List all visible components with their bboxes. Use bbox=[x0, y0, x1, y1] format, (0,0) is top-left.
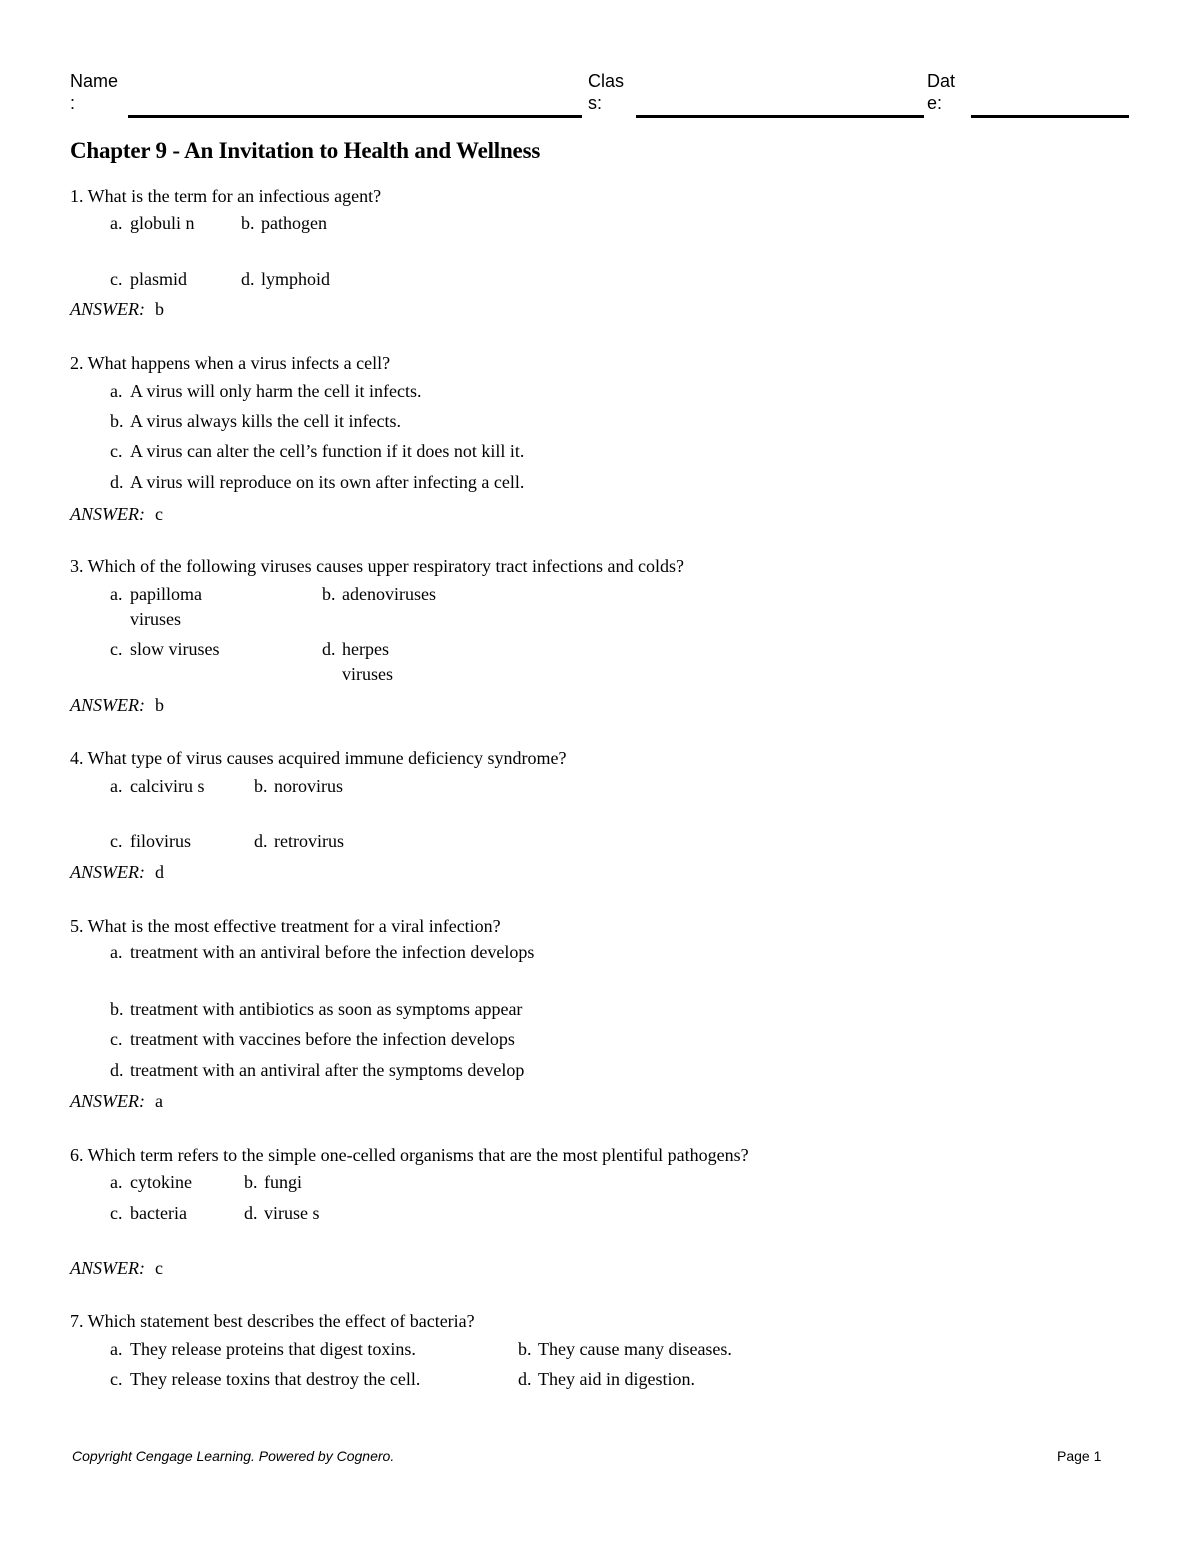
option-4b[interactable]: b. norovirus bbox=[254, 776, 343, 796]
answer-3: ANSWER: b bbox=[70, 695, 164, 715]
footer-page-number: Page 1 bbox=[1057, 1448, 1102, 1464]
option-1a[interactable]: a. globuli n bbox=[110, 213, 195, 233]
option-7c[interactable]: c. They release toxins that destroy the cell. bbox=[110, 1369, 421, 1389]
name-field-line[interactable] bbox=[128, 115, 582, 118]
option-7a[interactable]: a. They release proteins that digest toxins. bbox=[110, 1339, 416, 1359]
answer-1: ANSWER: b bbox=[70, 299, 164, 319]
footer-copyright: Copyright Cengage Learning. Powered by Cognero. bbox=[72, 1448, 395, 1464]
name-label: Name : bbox=[70, 71, 119, 113]
option-5c[interactable]: c. treatment with vaccines before the infection develops bbox=[110, 1029, 515, 1049]
option-5a[interactable]: a. treatment with an antiviral before the infection develops bbox=[110, 942, 535, 962]
option-6c[interactable]: c. bacteria bbox=[110, 1203, 187, 1223]
option-2b[interactable]: b. A virus always kills the cell it infects. bbox=[110, 411, 401, 431]
option-4a[interactable]: a. calciviru s bbox=[110, 776, 205, 796]
option-1c[interactable]: c. plasmid bbox=[110, 269, 187, 289]
answer-6: ANSWER: c bbox=[70, 1258, 163, 1278]
option-5b[interactable]: b. treatment with antibiotics as soon as symptoms appear bbox=[110, 999, 523, 1019]
page-title: Chapter 9 - An Invitation to Health and Wellness bbox=[70, 138, 541, 163]
answer-5: ANSWER: a bbox=[70, 1091, 163, 1111]
option-2a[interactable]: a. A virus will only harm the cell it infects. bbox=[110, 381, 422, 401]
option-1b[interactable]: b. pathogen bbox=[241, 213, 327, 233]
question-2: 2. What happens when a virus infects a cell? bbox=[70, 353, 391, 373]
option-7b[interactable]: b. They cause many diseases. bbox=[518, 1339, 732, 1359]
option-4d[interactable]: d. retrovirus bbox=[254, 831, 344, 851]
question-7: 7. Which statement best describes the effect of bacteria? bbox=[70, 1311, 475, 1331]
question-1: 1. What is the term for an infectious agent? bbox=[70, 186, 382, 206]
option-2d[interactable]: d. A virus will reproduce on its own after infecting a cell. bbox=[110, 472, 525, 492]
answer-2: ANSWER: c bbox=[70, 504, 163, 524]
option-3a[interactable]: a. papilloma viruses bbox=[110, 584, 202, 629]
option-3c[interactable]: c. slow viruses bbox=[110, 639, 220, 659]
question-6: 6. Which term refers to the simple one-celled organisms that are the most plentiful pathogens? bbox=[70, 1145, 749, 1165]
class-field-line[interactable] bbox=[636, 115, 924, 118]
date-field-line[interactable] bbox=[971, 115, 1129, 118]
answer-4: ANSWER: d bbox=[70, 862, 164, 882]
question-5: 5. What is the most effective treatment for a viral infection? bbox=[70, 916, 501, 936]
option-6b[interactable]: b. fungi bbox=[244, 1172, 302, 1192]
option-7d[interactable]: d. They aid in digestion. bbox=[518, 1369, 695, 1389]
class-label: Clas s: bbox=[588, 71, 625, 113]
option-2c[interactable]: c. A virus can alter the cell’s function if it does not kill it. bbox=[110, 441, 525, 461]
date-label: Dat e: bbox=[927, 71, 956, 113]
option-5d[interactable]: d. treatment with an antiviral after the symptoms develop bbox=[110, 1060, 525, 1080]
question-4: 4. What type of virus causes acquired immune deficiency syndrome? bbox=[70, 748, 567, 768]
option-3d[interactable]: d. herpes viruses bbox=[322, 639, 393, 684]
option-6d[interactable]: d. viruse s bbox=[244, 1203, 320, 1223]
option-3b[interactable]: b. adenoviruses bbox=[322, 584, 436, 604]
question-3: 3. Which of the following viruses causes upper respiratory tract infections and colds? bbox=[70, 556, 684, 576]
option-4c[interactable]: c. filovirus bbox=[110, 831, 191, 851]
option-1d[interactable]: d. lymphoid bbox=[241, 269, 331, 289]
option-6a[interactable]: a. cytokine bbox=[110, 1172, 192, 1192]
